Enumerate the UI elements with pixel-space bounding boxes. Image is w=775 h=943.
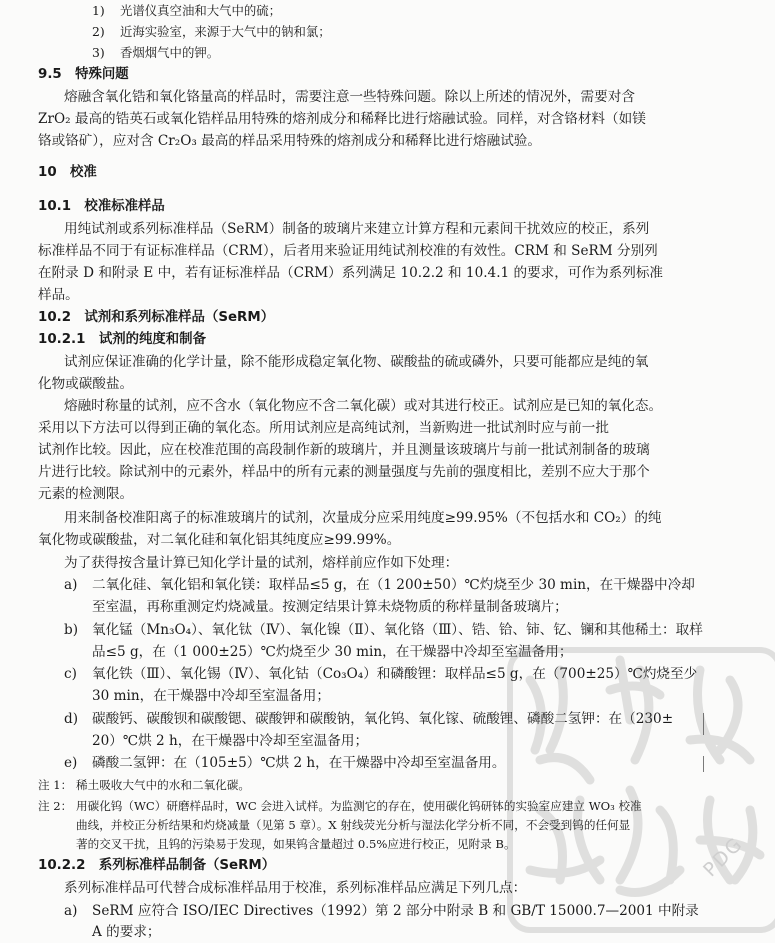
paragraph-line: 元素的检测限。 — [38, 486, 134, 502]
list-item-num: 1) — [92, 3, 105, 18]
list-item-line: 至室温，再称重测定灼烧减量。按测定结果计算未烧物质的称样量制备玻璃片； — [92, 599, 568, 615]
list-item-label: b) — [64, 622, 79, 638]
paragraph-line: 试剂应保证准确的化学计量，除不能形成稳定氧化物、碳酸盐的硫或磷外，只要可能都应是纯的氧 — [64, 354, 649, 370]
list-item-line: 20）℃烘 2 h，在干燥器中冷却至室温备用； — [92, 733, 369, 749]
paragraph-line: 用来制备校准阳离子的标准玻璃片的试剂，次量成分应采用纯度≥99.95%（不包括水和 CO₂）的纯 — [64, 510, 662, 526]
list-item-line: 30 min，在干燥器中冷却至室温备用； — [92, 688, 330, 704]
watermark-seal-icon — [500, 640, 775, 940]
paragraph-line: 熔融含氧化锆和氧化铬量高的样品时，需要注意一些特殊问题。除以上所述的情况外，需要对含 — [64, 89, 635, 105]
paragraph-line: 样品。 — [38, 287, 79, 303]
list-item-text: 近海实验室，来源于大气中的钠和氯； — [120, 24, 331, 39]
paragraph-line: 用纯试剂或系列标准样品（SeRM）制备的玻璃片来建立计算方程和元素间干扰效应的校正，系列 — [64, 221, 650, 237]
section-heading-10-2-1: 10.2.1 试剂的纯度和制备 — [38, 332, 206, 347]
note-line: 稀土吸收大气中的水和二氧化碳。 — [76, 778, 250, 792]
section-heading-10: 10 校准 — [38, 165, 97, 180]
scan-edge-mark — [703, 713, 704, 735]
paragraph-line: 标准样品不同于有证标准样品（CRM），后者用来验证用纯试剂校准的有效性。CRM 和 SeRM 分别列 — [38, 243, 658, 259]
paragraph-line: 试剂作比较。因此，应在校准范围的高段制作新的玻璃片，并且测量该玻璃片与前一批试剂制备的玻璃 — [38, 442, 650, 458]
note-label: 注 1： — [38, 778, 73, 792]
list-item-line: SeRM 应符合 ISO/IEC Directives（1992）第 2 部分中附录 B 和 GB/T 15000.7—2001 中附录 — [92, 903, 699, 919]
note-line: 著的交叉干扰，且钨的污染易于发现，如果钨含量超过 0.5%应进行校正，见附录 B。 — [76, 837, 516, 851]
list-item-label: c) — [64, 666, 77, 682]
list-item-line: 碳酸钙、碳酸钡和碳酸锶、碳酸钾和碳酸钠，氧化钨、氧化镓、硫酸锂、磷酸二氢钾：在（230± — [92, 711, 674, 727]
paragraph-line: 系列标准样品可代替合成标准样品用于校准，系列标准样品应满足下列几点： — [64, 880, 527, 896]
section-heading-9-5: 9.5 特殊问题 — [38, 67, 129, 82]
note-label: 注 2： — [38, 799, 73, 813]
paragraph-line: 为了获得按含量计算已知化学计量的试剂，熔样前应作如下处理： — [64, 555, 459, 571]
list-item-num: 3) — [92, 45, 105, 60]
list-item-label: d) — [64, 711, 79, 727]
scan-edge-mark — [703, 756, 704, 772]
section-heading-10-2: 10.2 试剂和系列标准样品（SeRM） — [38, 310, 275, 325]
list-item-line: 二氧化硅、氧化铝和氧化镁：取样品≤5 g，在（1 200±50）℃灼烧至少 30 min，在干燥器中冷却 — [92, 577, 695, 593]
paragraph-line: 片进行比较。除试剂中的元素外，样品中的所有元素的测量强度与先前的强度相比，差别不应大于那个 — [38, 464, 650, 480]
watermark-text: PDG — [699, 832, 748, 882]
paragraph-line: ZrO₂ 最高的锆英石或氧化锆样品用特殊的熔剂成分和稀释比进行熔融试验。同样，对含铬材料（如镁 — [38, 111, 646, 127]
paragraph-line: 化物或碳酸盐。 — [38, 376, 134, 392]
list-item-line: A 的要求； — [92, 924, 161, 940]
list-item-label: a) — [64, 903, 78, 919]
list-item-text: 香烟烟气中的钾。 — [120, 45, 220, 60]
paragraph-line: 熔融时称量的试剂，应不含水（氧化物应不含二氧化碳）或对其进行校正。试剂应是已知的氧化态。 — [64, 398, 663, 414]
list-item-text: 光谱仪真空油和大气中的硫； — [120, 3, 282, 18]
list-item-line: 氧化铁（Ⅲ）、氧化锡（Ⅳ）、氧化钴（Co₃O₄）和磷酸锂：取样品≤5 g，在（700±25）℃灼烧至少 — [92, 666, 698, 682]
section-heading-10-1: 10.1 校准标准样品 — [38, 199, 165, 214]
section-heading-10-2-2: 10.2.2 系列标准样品制备（SeRM） — [38, 858, 276, 873]
paragraph-line: 在附录 D 和附录 E 中，若有证标准样品（CRM）系列满足 10.2.2 和 10.4.1 的要求，可作为系列标准 — [38, 265, 664, 281]
paragraph-line: 铬或铬矿），应对含 Cr₂O₃ 最高的样品采用特殊的熔剂成分和稀释比进行熔融试验。 — [38, 133, 541, 149]
note-line: 曲线，并校正分析结果和灼烧减量（见第 5 章）。X 射线荧光分析与湿法化学分析不同，不会受到钨的任何显 — [76, 818, 631, 832]
list-item-label: a) — [64, 577, 78, 593]
list-item-line: 磷酸二氢钾：在（105±5）℃烘 2 h，在干燥器中冷却至室温备用。 — [92, 755, 506, 771]
list-item-label: e) — [64, 755, 78, 771]
note-line: 用碳化钨（WC）研磨样品时，WC 会进入试样。为监测它的存在，使用碳化钨研钵的实验室应建立 WO₃ 校准 — [76, 799, 642, 813]
paragraph-line: 氧化物或碳酸盐，对二氧化硅和氧化铝其纯度应≥99.99%。 — [38, 532, 401, 548]
paragraph-line: 采用以下方法可以得到正确的氧化态。所用试剂应是高纯试剂，当新购进一批试剂时应与前一批 — [38, 420, 609, 436]
list-item-num: 2) — [92, 24, 105, 39]
list-item-line: 品≤5 g，在（1 000±25）℃灼烧至少 30 min，在干燥器中冷却至室温备用； — [92, 644, 573, 660]
list-item-line: 氧化锰（Mn₃O₄）、氧化钛（Ⅳ）、氧化镍（Ⅱ）、氧化铬（Ⅲ）、锆、铪、铈、钇、镧和其他稀土：取样 — [92, 622, 703, 638]
